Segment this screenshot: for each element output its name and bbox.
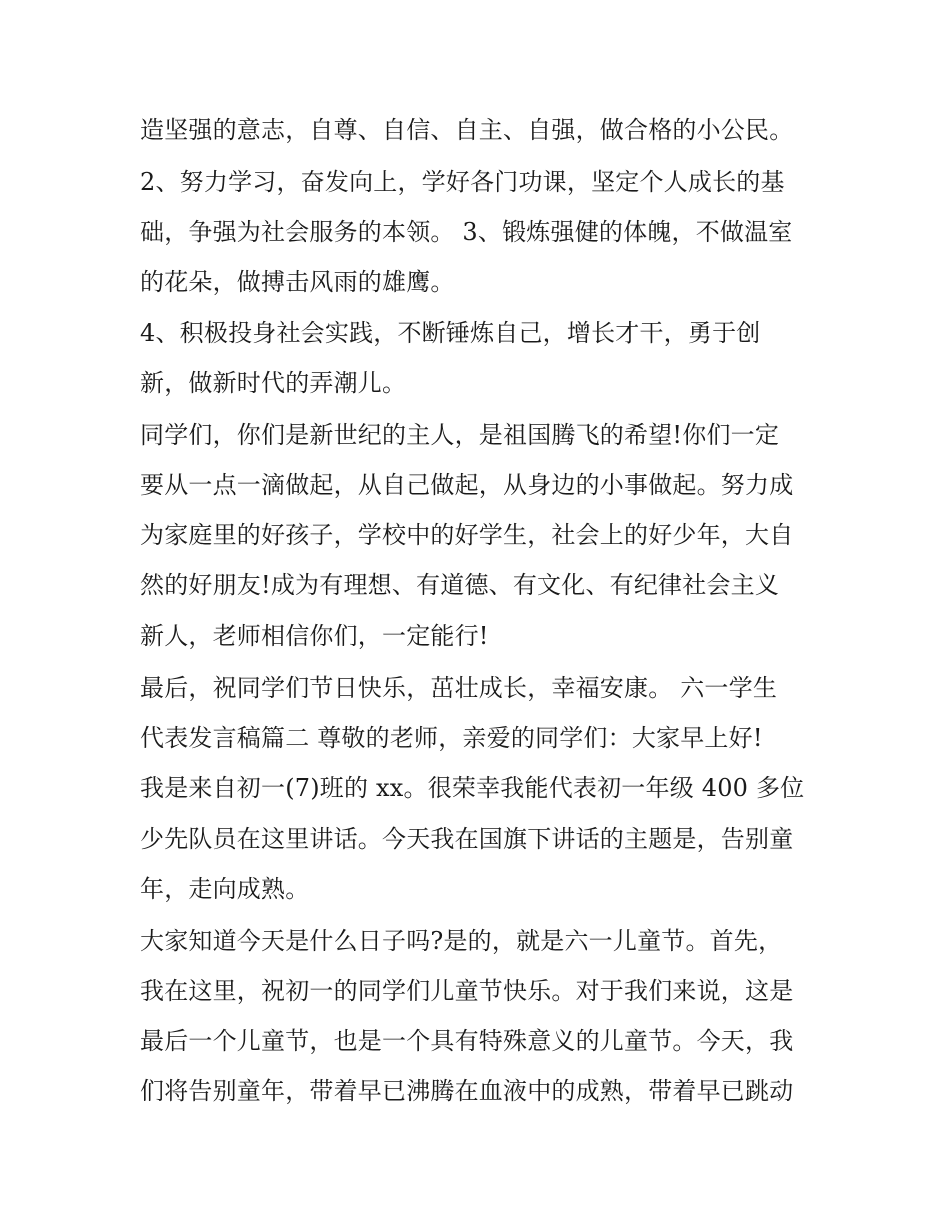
text-line: 2、努力学习，奋发向上，学好各门功课，坚定个人成长的基 bbox=[140, 168, 785, 196]
text-line: 最后一个儿童节，也是一个具有特殊意义的儿童节。今天，我 bbox=[140, 1027, 794, 1055]
text-line: 的花朵，做搏击风雨的雄鹰。 bbox=[140, 268, 455, 296]
text-line: 同学们，你们是新世纪的主人，是祖国腾飞的希望!你们一定 bbox=[140, 421, 780, 449]
text-line: 4、积极投身社会实践，不断锤炼自己，增长才干，勇于创 bbox=[140, 319, 761, 347]
text-line: 代表发言稿篇二 尊敬的老师，亲爱的同学们：大家早上好! bbox=[140, 724, 763, 752]
text-line: 我在这里，祝初一的同学们儿童节快乐。对于我们来说，这是 bbox=[140, 977, 794, 1005]
text-line: 新，做新时代的弄潮儿。 bbox=[140, 369, 407, 397]
text-line: 们将告别童年，带着早已沸腾在血液中的成熟，带着早已跳动 bbox=[140, 1077, 794, 1105]
text-line: 然的好朋友!成为有理想、有道德、有文化、有纪律社会主义 bbox=[140, 571, 780, 599]
text-line: 大家知道今天是什么日子吗?是的，就是六一儿童节。首先， bbox=[140, 927, 783, 955]
text-line: 新人，老师相信你们，一定能行! bbox=[140, 622, 489, 650]
text-line: 为家庭里的好孩子，学校中的好学生，社会上的好少年，大自 bbox=[140, 521, 794, 549]
text-line: 造坚强的意志，自尊、自信、自主、自强，做合格的小公民。 bbox=[140, 116, 794, 144]
text-line: 年，走向成熟。 bbox=[140, 875, 310, 903]
text-line: 我是来自初一(7)班的 xx。很荣幸我能代表初一年级 400 多位 bbox=[140, 774, 805, 802]
text-line: 要从一点一滴做起，从自己做起，从身边的小事做起。努力成 bbox=[140, 471, 794, 499]
text-line: 少先队员在这里讲话。今天我在国旗下讲话的主题是，告别童 bbox=[140, 825, 794, 853]
text-line: 础，争强为社会服务的本领。 3、锻炼强健的体魄，不做温室 bbox=[140, 218, 793, 246]
text-line: 最后，祝同学们节日快乐，茁壮成长，幸福安康。 六一学生 bbox=[140, 674, 778, 702]
